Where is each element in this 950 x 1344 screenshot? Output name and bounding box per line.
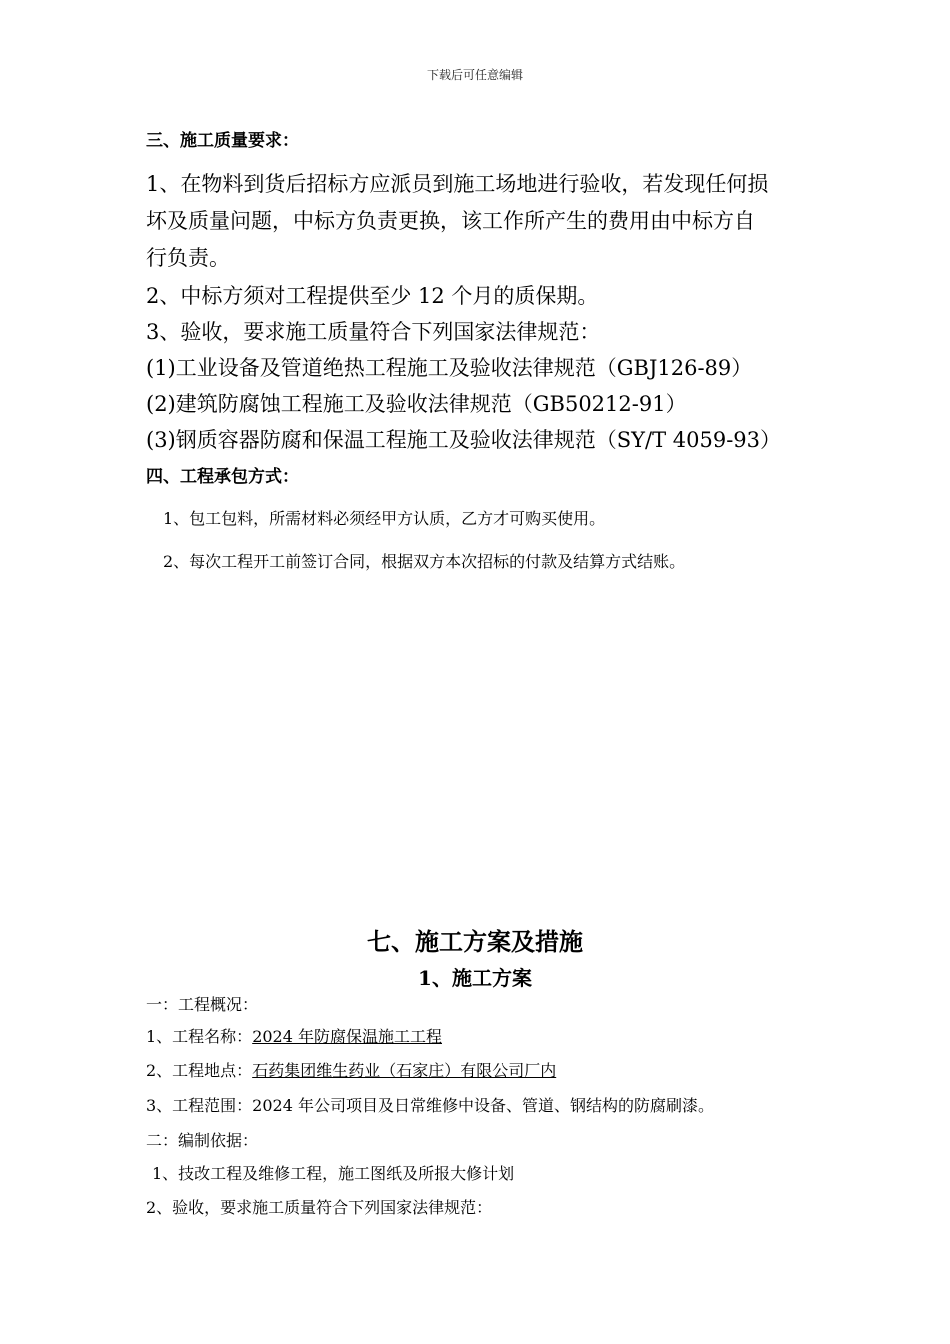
section3-p2: 2、中标方须对工程提供至少 12 个月的质保期。 bbox=[146, 284, 599, 308]
project-name-row bbox=[146, 1024, 442, 1047]
section3-p3: 3、验收，要求施工质量符合下列国家法律规范： bbox=[146, 320, 601, 344]
section3-heading: 三、施工质量要求： bbox=[146, 131, 299, 151]
project-name-label: 1、工程名称： bbox=[146, 1027, 253, 1046]
page-header-note: 下载后可任意编辑 bbox=[426, 68, 523, 82]
section4-item-2: 2、每次工程开工前签订合同，根据双方本次招标的付款及结算方式结账。 bbox=[163, 552, 686, 571]
standard-item-1: (1)工业设备及管道绝热工程施工及验收法律规范（GBJ126-89） bbox=[146, 356, 753, 380]
section3-p1-line1: 1、在物料到货后招标方应派员到施工场地进行验收，若发现任何损 bbox=[146, 172, 769, 196]
basis-item-2: 2、验收，要求施工质量符合下列国家法律规范： bbox=[146, 1198, 493, 1217]
section4-item-1: 1、包工包料，所需材料必须经甲方认质，乙方才可购买使用。 bbox=[163, 509, 606, 528]
section3-p1-line2: 坏及质量问题，中标方负责更换，该工作所产生的费用由中标方自 bbox=[146, 209, 755, 233]
standard-item-2: (2)建筑防腐蚀工程施工及验收法律规范（GB50212-91） bbox=[146, 392, 687, 416]
project-name-value: 2024 年防腐保温施工工程 bbox=[252, 1027, 442, 1046]
project-site-row bbox=[146, 1058, 556, 1081]
chapter-subtitle: 1、施工方案 bbox=[418, 966, 532, 990]
project-site-value: 石药集团维生药业（石家庄）有限公司厂内 bbox=[252, 1061, 557, 1080]
basis-heading: 二：编制依据： bbox=[146, 1131, 259, 1150]
basis-item-1: 1、技改工程及维修工程，施工图纸及所报大修计划 bbox=[152, 1164, 515, 1183]
section4-heading: 四、工程承包方式： bbox=[146, 467, 299, 487]
standard-item-3: (3)钢质容器防腐和保温工程施工及验收法律规范（SY/T 4059-93） bbox=[146, 428, 782, 452]
project-scope: 3、工程范围：2024 年公司项目及日常维修中设备、管道、钢结构的防腐刷漆。 bbox=[146, 1096, 714, 1115]
section3-p1-line3: 行负责。 bbox=[146, 246, 230, 270]
project-site-label: 2、工程地点： bbox=[146, 1061, 253, 1080]
chapter-title: 七、施工方案及措施 bbox=[367, 927, 583, 956]
overview-heading: 一：工程概况： bbox=[146, 995, 259, 1014]
